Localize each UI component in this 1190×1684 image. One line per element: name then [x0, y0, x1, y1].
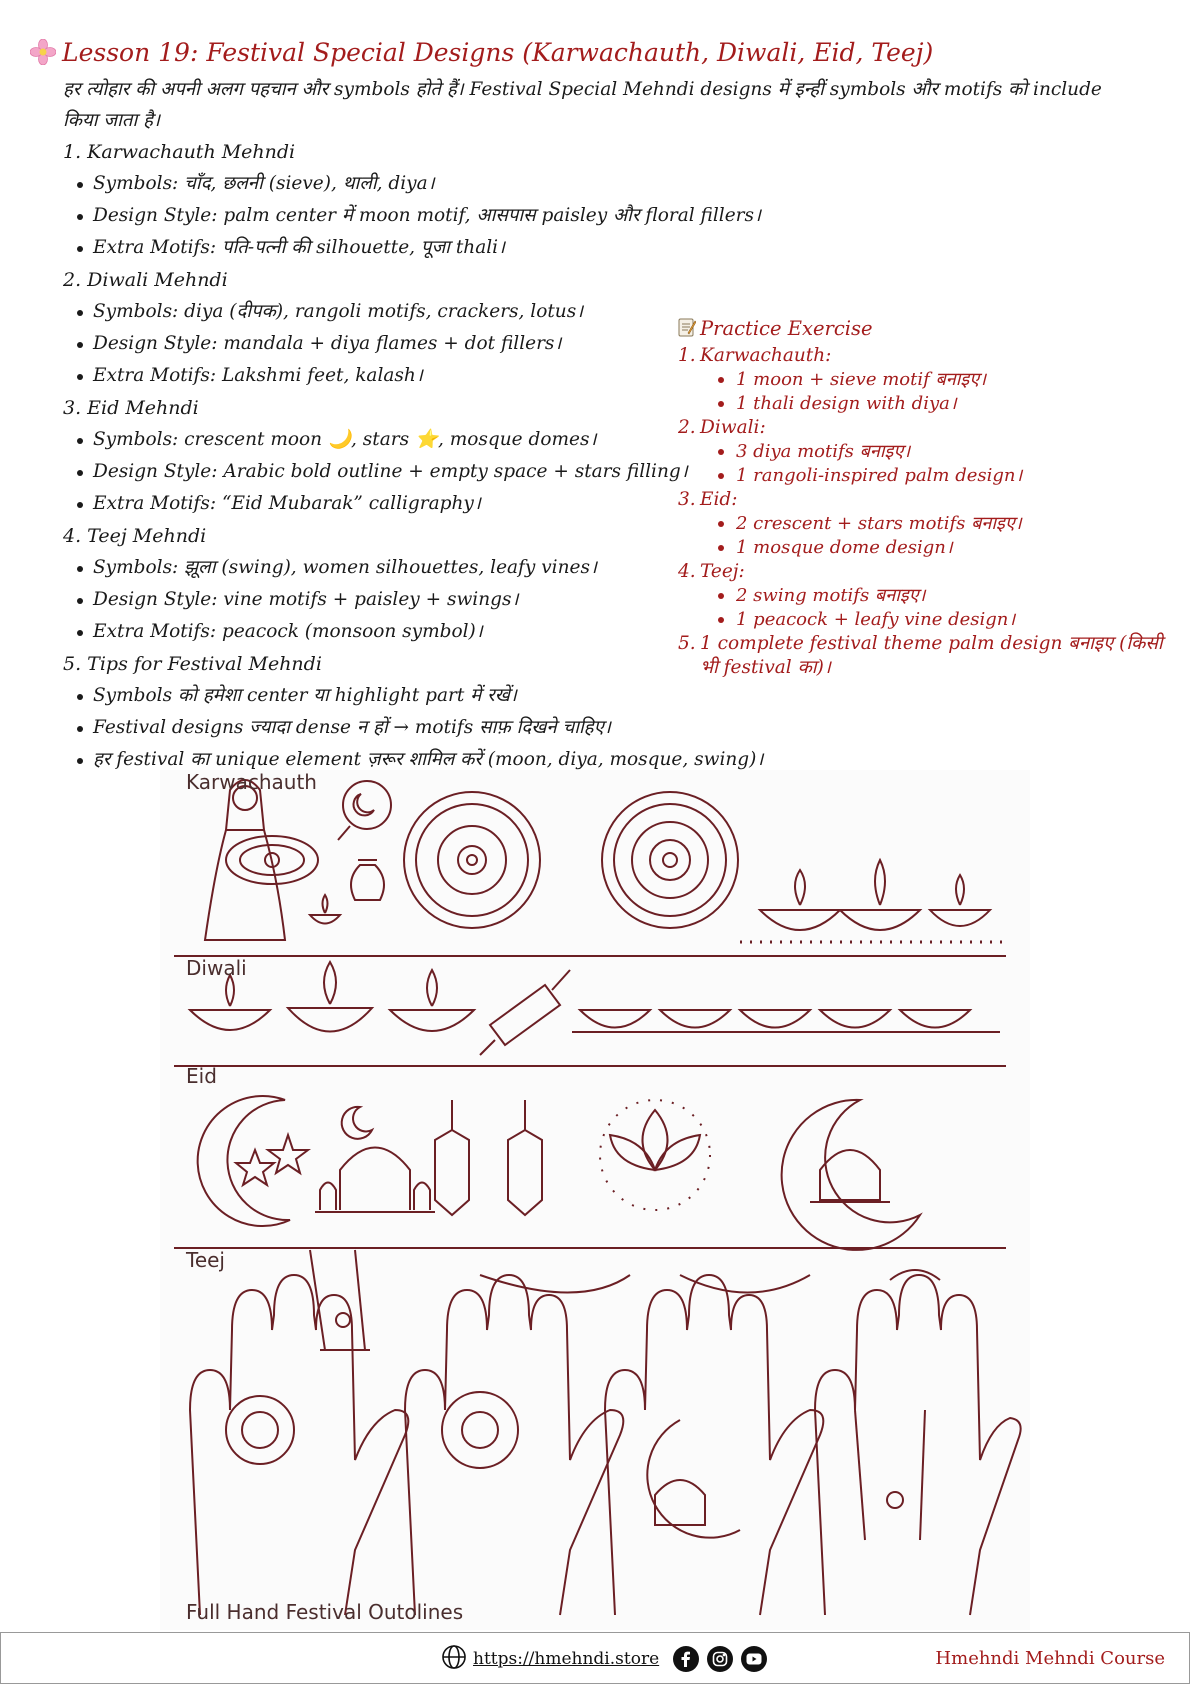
bullet-list [63, 552, 703, 648]
globe-www-icon [441, 1644, 467, 1674]
label-diwali: Diwali [186, 956, 247, 980]
list-item: Symbols: diya (दीपक), rangoli motifs, crackers, lotus। [63, 296, 703, 328]
list-item: 1 thali design with diya। [716, 392, 1158, 416]
section-heading: 5. Tips for Festival Mehndi [63, 653, 322, 675]
bullet-list [63, 680, 764, 776]
facebook-icon[interactable] [673, 1646, 699, 1672]
list-item: 2 crescent + stars motifs बनाइए। [716, 512, 1158, 536]
instagram-icon[interactable] [707, 1646, 733, 1672]
hand-outline-icon [405, 1275, 623, 1615]
illustration-caption: Full Hand Festival Outolines [186, 1600, 464, 1624]
hand-outline-icon [815, 1275, 1021, 1615]
list-item: Design Style: vine motifs + paisley + swings। [63, 584, 703, 616]
practice-item [678, 632, 1163, 680]
practice-item [678, 560, 1158, 632]
bullet-list [63, 168, 762, 264]
lantern-icon [508, 1100, 542, 1215]
practice-item [678, 488, 1158, 560]
kalash-icon [351, 860, 384, 900]
karwachauth-row [174, 780, 1010, 956]
list-item: 2 swing motifs बनाइए। [716, 584, 1158, 608]
list-item: 1 mosque dome design। [716, 536, 1158, 560]
hand-outline-icon [190, 1275, 408, 1615]
bullet-list [63, 424, 703, 520]
list-item: Design Style: palm center में moon motif, आसपास paisley और floral fillers। [63, 200, 703, 232]
list-item: Extra Motifs: Lakshmi feet, kalash। [63, 360, 703, 392]
festival-sections [63, 136, 764, 776]
crescent-stars-icon [198, 1096, 308, 1226]
lantern-icon [435, 1100, 469, 1215]
footer-links [441, 1645, 775, 1673]
practice-title [678, 316, 1158, 344]
lotus-icon [600, 1100, 710, 1210]
flower-icon [30, 39, 56, 71]
list-item: 3 diya motifs बनाइए। [716, 440, 1158, 464]
footer-brand: Hmehndi Mehndi Course [935, 1648, 1165, 1669]
bullet-list [63, 296, 703, 392]
festival-illustration [160, 770, 1030, 1630]
lesson-title [30, 38, 1160, 71]
list-item: Extra Motifs: पति-पत्नी की silhouette, पूजा thali। [63, 232, 703, 264]
label-karwachauth: Karwachauth [186, 770, 317, 794]
diya-icon [190, 975, 270, 1030]
list-item: Design Style: Arabic bold outline + empty space + stars filling। [63, 456, 703, 488]
diwali-row [174, 962, 1006, 1066]
practice-label: Karwachauth: [700, 345, 832, 366]
mandala-icon [602, 792, 738, 928]
section-heading: 1. Karwachauth Mehndi [63, 141, 296, 163]
practice-final-line: 1 complete festival theme palm design बनाइए (किसी [700, 633, 1163, 654]
mosque-icon [315, 1107, 435, 1212]
practice-exercise [678, 316, 1163, 680]
practice-number: 5. [678, 633, 696, 654]
practice-item [678, 344, 1158, 416]
list-item: Symbols: चाँद, छलनी (sieve), थाली, diya। [63, 168, 703, 200]
diya-row-icon [760, 860, 990, 930]
eid-row [174, 1096, 1006, 1250]
list-item: Extra Motifs: “Eid Mubarak” calligraphy। [63, 488, 703, 520]
moon-sieve-icon [338, 781, 391, 840]
list-item: Symbols: झूला (swing), women silhouettes, leafy vines। [63, 552, 703, 584]
website-link[interactable]: https://hmehndi.store [473, 1649, 660, 1669]
cracker-icon [480, 970, 570, 1055]
list-item: हर festival का unique element ज़रूर शामिल करें (moon, diya, mosque, swing)। [63, 744, 703, 776]
list-item: Design Style: mandala + diya flames + dot fillers। [63, 328, 703, 360]
memo-icon [678, 317, 696, 344]
woman-with-thali-icon [205, 780, 318, 940]
crescent-mosque-icon [782, 1100, 920, 1250]
swing-icon [310, 1250, 370, 1350]
list-item: 1 peacock + leafy vine design। [716, 608, 1158, 632]
list-item: 1 moon + sieve motif बनाइए। [716, 368, 1158, 392]
leafy-vine-icon [480, 1270, 940, 1293]
section-diwali [63, 264, 703, 392]
section-karwachauth [63, 136, 762, 264]
footer [0, 1632, 1190, 1684]
small-diya-icon [310, 895, 340, 924]
list-item: Symbols: crescent moon 🌙, stars ⭐, mosque domes। [63, 424, 703, 456]
section-teej [63, 520, 703, 648]
practice-number: 4. [678, 561, 696, 582]
teej-row [190, 1250, 1021, 1615]
practice-title-text: Practice Exercise [700, 317, 873, 340]
section-eid [63, 392, 703, 520]
practice-number: 3. [678, 489, 696, 510]
practice-final-line: भी festival का)। [700, 657, 831, 678]
list-item: Extra Motifs: peacock (monsoon symbol)। [63, 616, 703, 648]
list-item: Festival designs ज्यादा dense न हों → motifs साफ़ दिखने चाहिए। [63, 712, 703, 744]
diya-icon [288, 962, 372, 1032]
label-eid: Eid [186, 1064, 217, 1088]
practice-number: 2. [678, 417, 696, 438]
section-heading: 2. Diwali Mehndi [63, 269, 228, 291]
section-heading: 4. Teej Mehndi [63, 525, 207, 547]
section-tips [63, 648, 764, 776]
practice-item [678, 416, 1158, 488]
diya-icon [390, 970, 474, 1031]
practice-label: Eid: [700, 489, 738, 510]
youtube-icon[interactable] [741, 1646, 767, 1672]
lesson-title-text: Lesson 19: Festival Special Designs (Karwachauth, Diwali, Eid, Teej) [62, 38, 934, 67]
list-item: Symbols को हमेशा center या highlight part में रखें। [63, 680, 703, 712]
lesson-intro: हर त्योहार की अपनी अलग पहचान और symbols होते हैं। Festival Special Mehndi designs में इन्हीं symbols और motifs को include किया जाता है। [63, 79, 1102, 131]
section-heading: 3. Eid Mehndi [63, 397, 199, 419]
label-teej: Teej [186, 1248, 225, 1272]
diya-garland-icon [572, 1010, 1000, 1032]
mandala-icon [404, 792, 540, 928]
hand-outline-icon [605, 1275, 823, 1615]
practice-label: Diwali: [700, 417, 766, 438]
practice-number: 1. [678, 345, 696, 366]
practice-label: Teej: [700, 561, 745, 582]
list-item: 1 rangoli-inspired palm design। [716, 464, 1158, 488]
